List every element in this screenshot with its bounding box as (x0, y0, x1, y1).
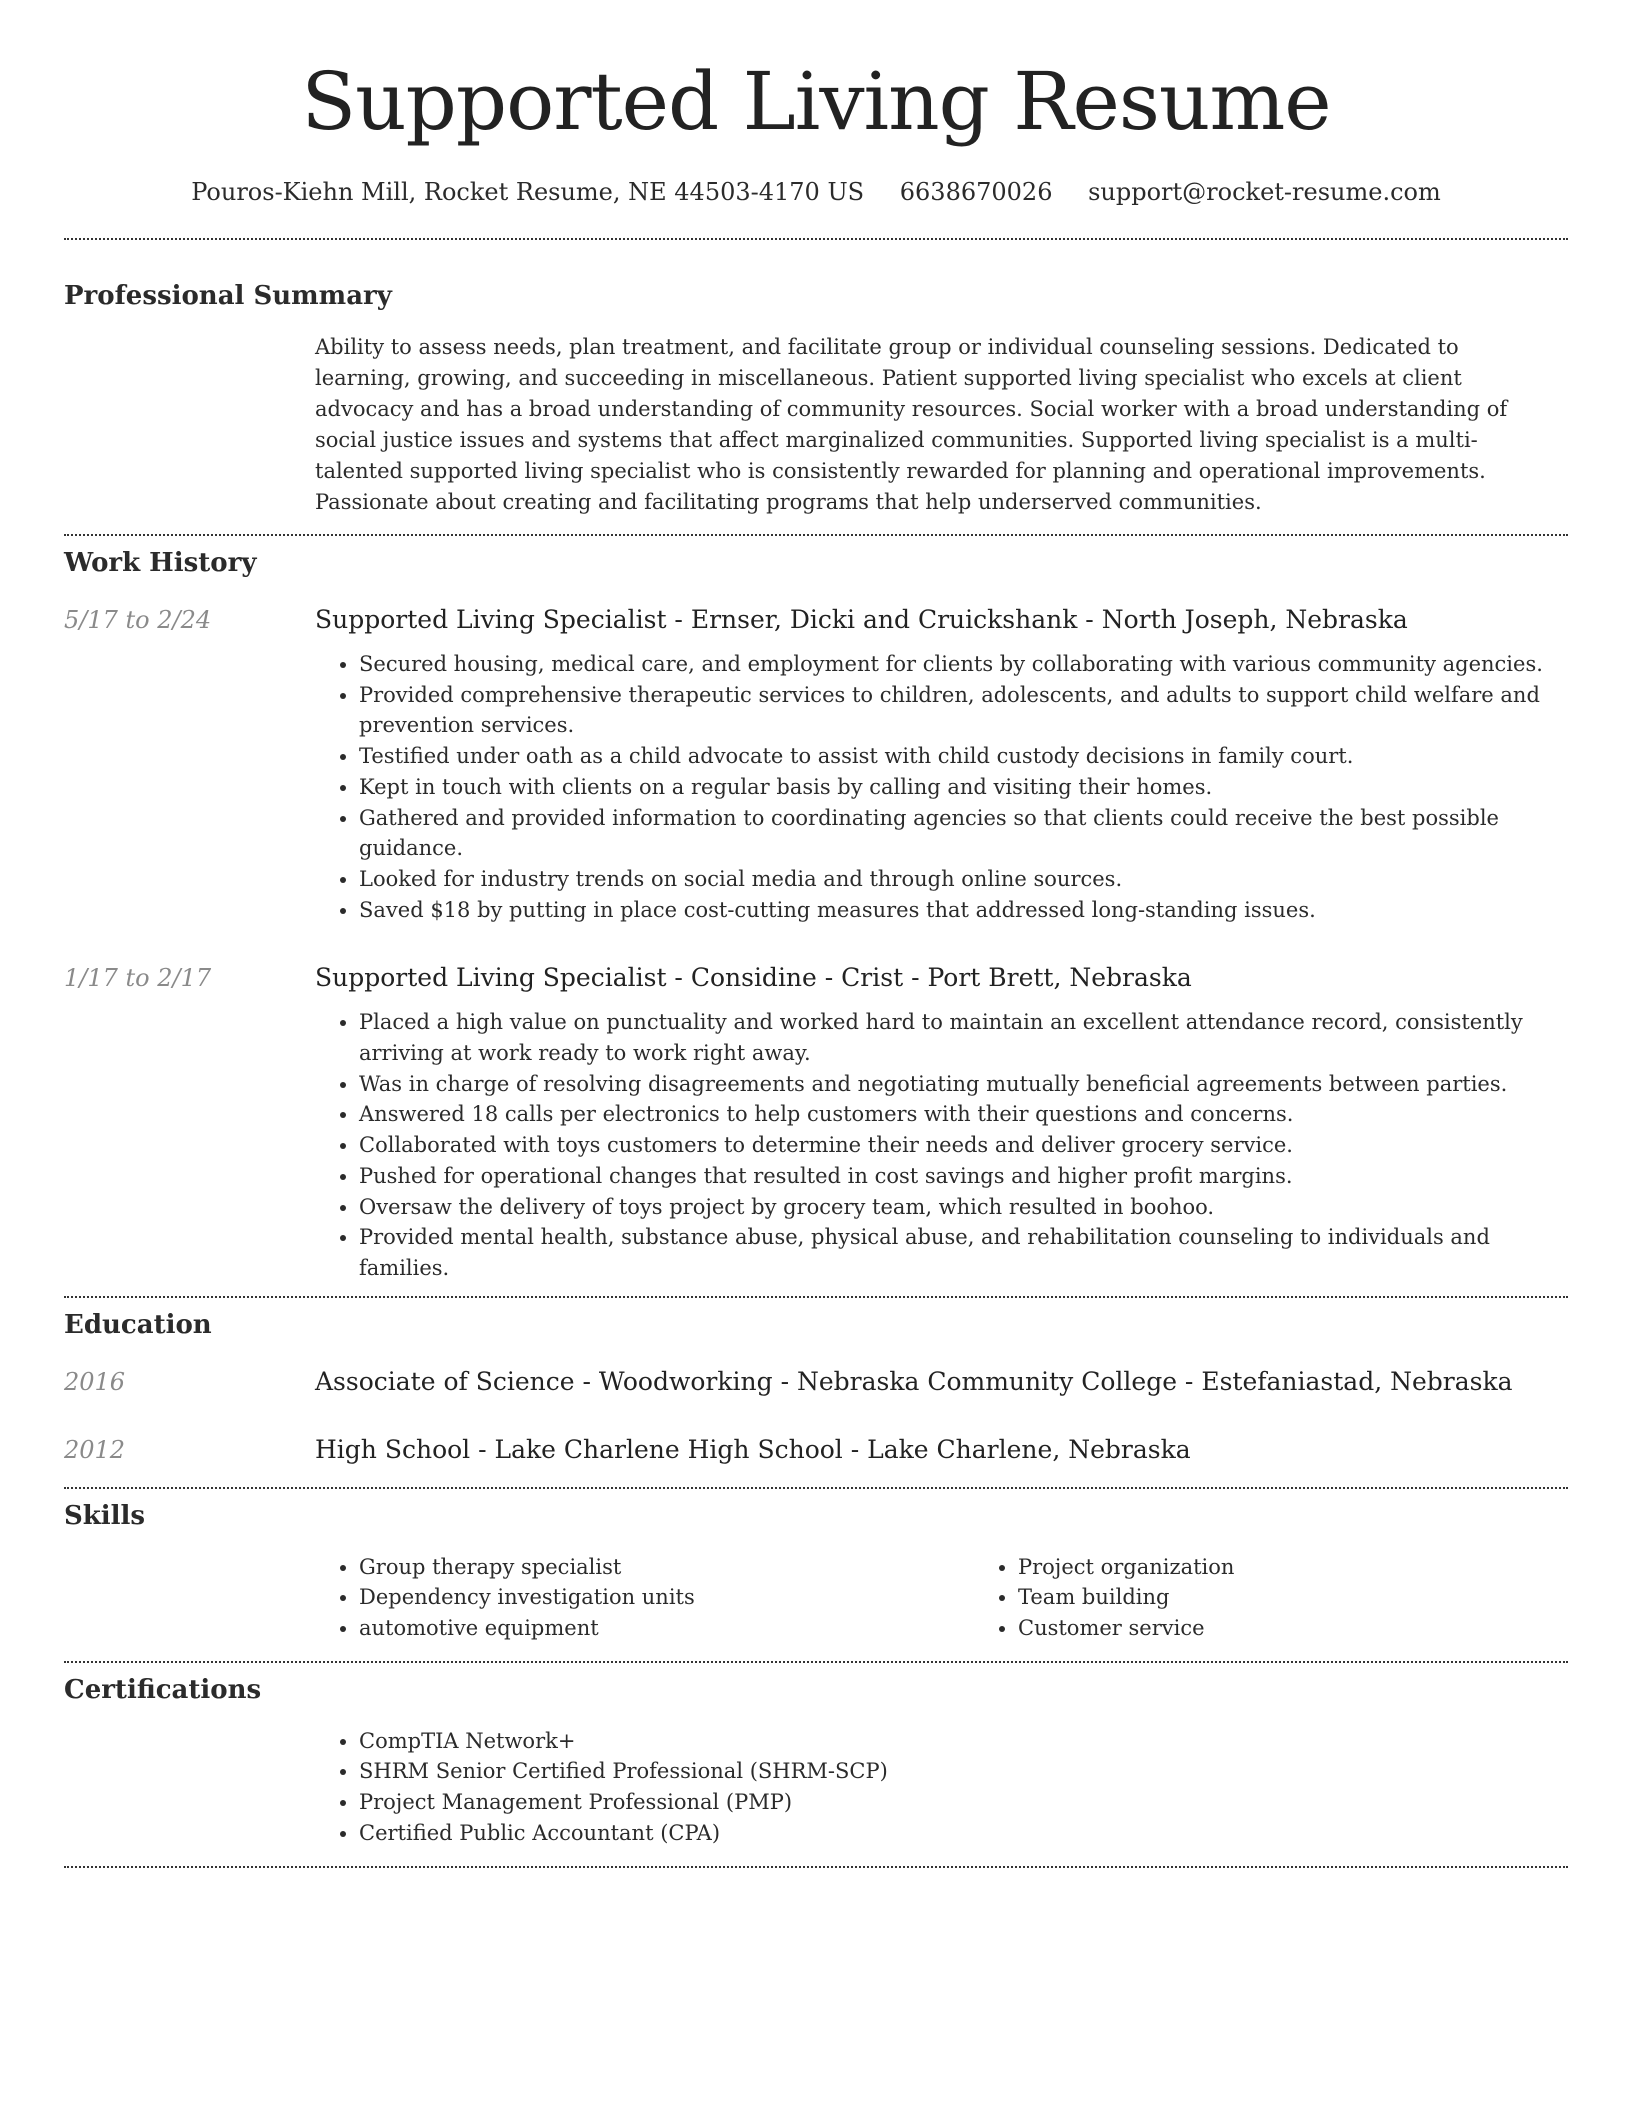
work-history-section (64, 545, 1568, 1284)
education-year: 2012 (64, 1435, 126, 1464)
summary-heading: Professional Summary (64, 281, 392, 311)
education-text: High School - Lake Charlene High School - Lake Charlene, Nebraska (315, 1434, 1191, 1464)
list-item: • Kept in touch with clients on a regular basis by calling and visiting their homes. (359, 772, 1568, 803)
skills-column (974, 1552, 1632, 1644)
contact-line (64, 174, 1568, 210)
list-item: • Looked for industry trends on social media and through online sources. (359, 864, 1568, 895)
certifications-list (315, 1726, 1568, 1849)
education-text: Associate of Science - Woodworking - Nebraska Community College - Estefaniastad, Nebraska (315, 1366, 1513, 1396)
education-section (64, 1307, 1568, 1467)
skill-item: • Project organization (1018, 1552, 1632, 1583)
resume-title: Supported Living Resume (301, 55, 1331, 148)
divider (64, 1866, 1568, 1868)
contact-address: Pouros-Kiehn Mill, Rocket Resume, NE 44503-4170 US (191, 178, 865, 206)
list-item: • Provided mental health, substance abuse, physical abuse, and rehabilitation counseling to individuals and families. (359, 1222, 1568, 1283)
resume-page (64, 0, 1568, 1868)
job-bullets (315, 649, 1568, 925)
education-entry (64, 1433, 1568, 1467)
skill-item: • Group therapy specialist (359, 1552, 974, 1583)
divider (64, 534, 1568, 536)
divider (64, 238, 1568, 240)
skill-item: • Customer service (1018, 1613, 1632, 1644)
skills-heading: Skills (64, 1500, 146, 1531)
job-entry (64, 961, 1568, 1283)
education-entry (64, 1365, 1568, 1399)
skills-section (64, 1498, 1568, 1644)
list-item: • Testified under oath as a child advocate to assist with child custody decisions in family court. (359, 741, 1568, 772)
summary-section (64, 278, 1568, 518)
skill-item: • Team building (1018, 1582, 1632, 1613)
certification-item: • Certified Public Accountant (CPA) (359, 1818, 1568, 1849)
job-dates: 5/17 to 2/24 (64, 606, 212, 634)
list-item: • Provided comprehensive therapeutic services to children, adolescents, and adults to support child welfare and prevention services. (359, 680, 1568, 741)
skills-column (315, 1552, 974, 1644)
divider (64, 1487, 1568, 1489)
list-item: • Gathered and provided information to coordinating agencies so that clients could receive the best possible guidance. (359, 803, 1568, 864)
job-title: Supported Living Specialist - Ernser, Dicki and Cruickshank - North Joseph, Nebraska (315, 605, 1408, 634)
divider (64, 1296, 1568, 1298)
divider (64, 1661, 1568, 1663)
certifications-section (64, 1672, 1568, 1849)
skill-item: • automotive equipment (359, 1613, 974, 1644)
job-title: Supported Living Specialist - Considine - Crist - Port Brett, Nebraska (315, 963, 1192, 993)
list-item: • Answered 18 calls per electronics to help customers with their questions and concerns. (359, 1099, 1568, 1130)
certification-item: • Project Management Professional (PMP) (359, 1787, 1568, 1818)
list-item: • Placed a high value on punctuality and worked hard to maintain an excellent attendance record, consistently arriving at work ready to work right away. (359, 1007, 1568, 1068)
list-item: • Oversaw the delivery of toys project by grocery team, which resulted in boohoo. (359, 1192, 1568, 1223)
certifications-heading: Certifications (64, 1674, 262, 1705)
list-item: • Secured housing, medical care, and employment for clients by collaborating with various community agencies. (359, 649, 1568, 680)
education-year: 2016 (64, 1367, 126, 1396)
job-bullets (315, 1007, 1568, 1283)
education-heading: Education (64, 1309, 212, 1340)
contact-email: support@rocket-resume.com (1088, 178, 1441, 206)
list-item: • Saved $18 by putting in place cost-cutting measures that addressed long-standing issues. (359, 895, 1568, 926)
contact-phone: 6638670026 (899, 178, 1053, 206)
list-item: • Was in charge of resolving disagreements and negotiating mutually beneficial agreements between parties. (359, 1069, 1568, 1100)
list-item: • Pushed for operational changes that resulted in cost savings and higher profit margins. (359, 1161, 1568, 1192)
skill-item: • Dependency investigation units (359, 1582, 974, 1613)
job-entry (64, 603, 1568, 925)
summary-text: Ability to assess needs, plan treatment, and facilitate group or individual counseling sessions. Dedicated to learning, growing, and succeeding in miscellaneous. Patient supported living specialist who excels at client advocacy and has a broad understanding of community resources. Social worker with a broad understanding of social justice issues and systems that affect marginalized communities. Supported living specialist is a multi-talented supported living specialist who is consistently rewarded for planning and operational improvements. Passionate about creating and facilitating programs that help underserved communities. (315, 335, 1508, 514)
certification-item: • SHRM Senior Certified Professional (SHRM-SCP) (359, 1756, 1568, 1787)
certification-item: • CompTIA Network+ (359, 1726, 1568, 1757)
job-dates: 1/17 to 2/17 (64, 964, 212, 993)
list-item: • Collaborated with toys customers to determine their needs and deliver grocery service. (359, 1130, 1568, 1161)
work-history-heading: Work History (64, 548, 257, 578)
